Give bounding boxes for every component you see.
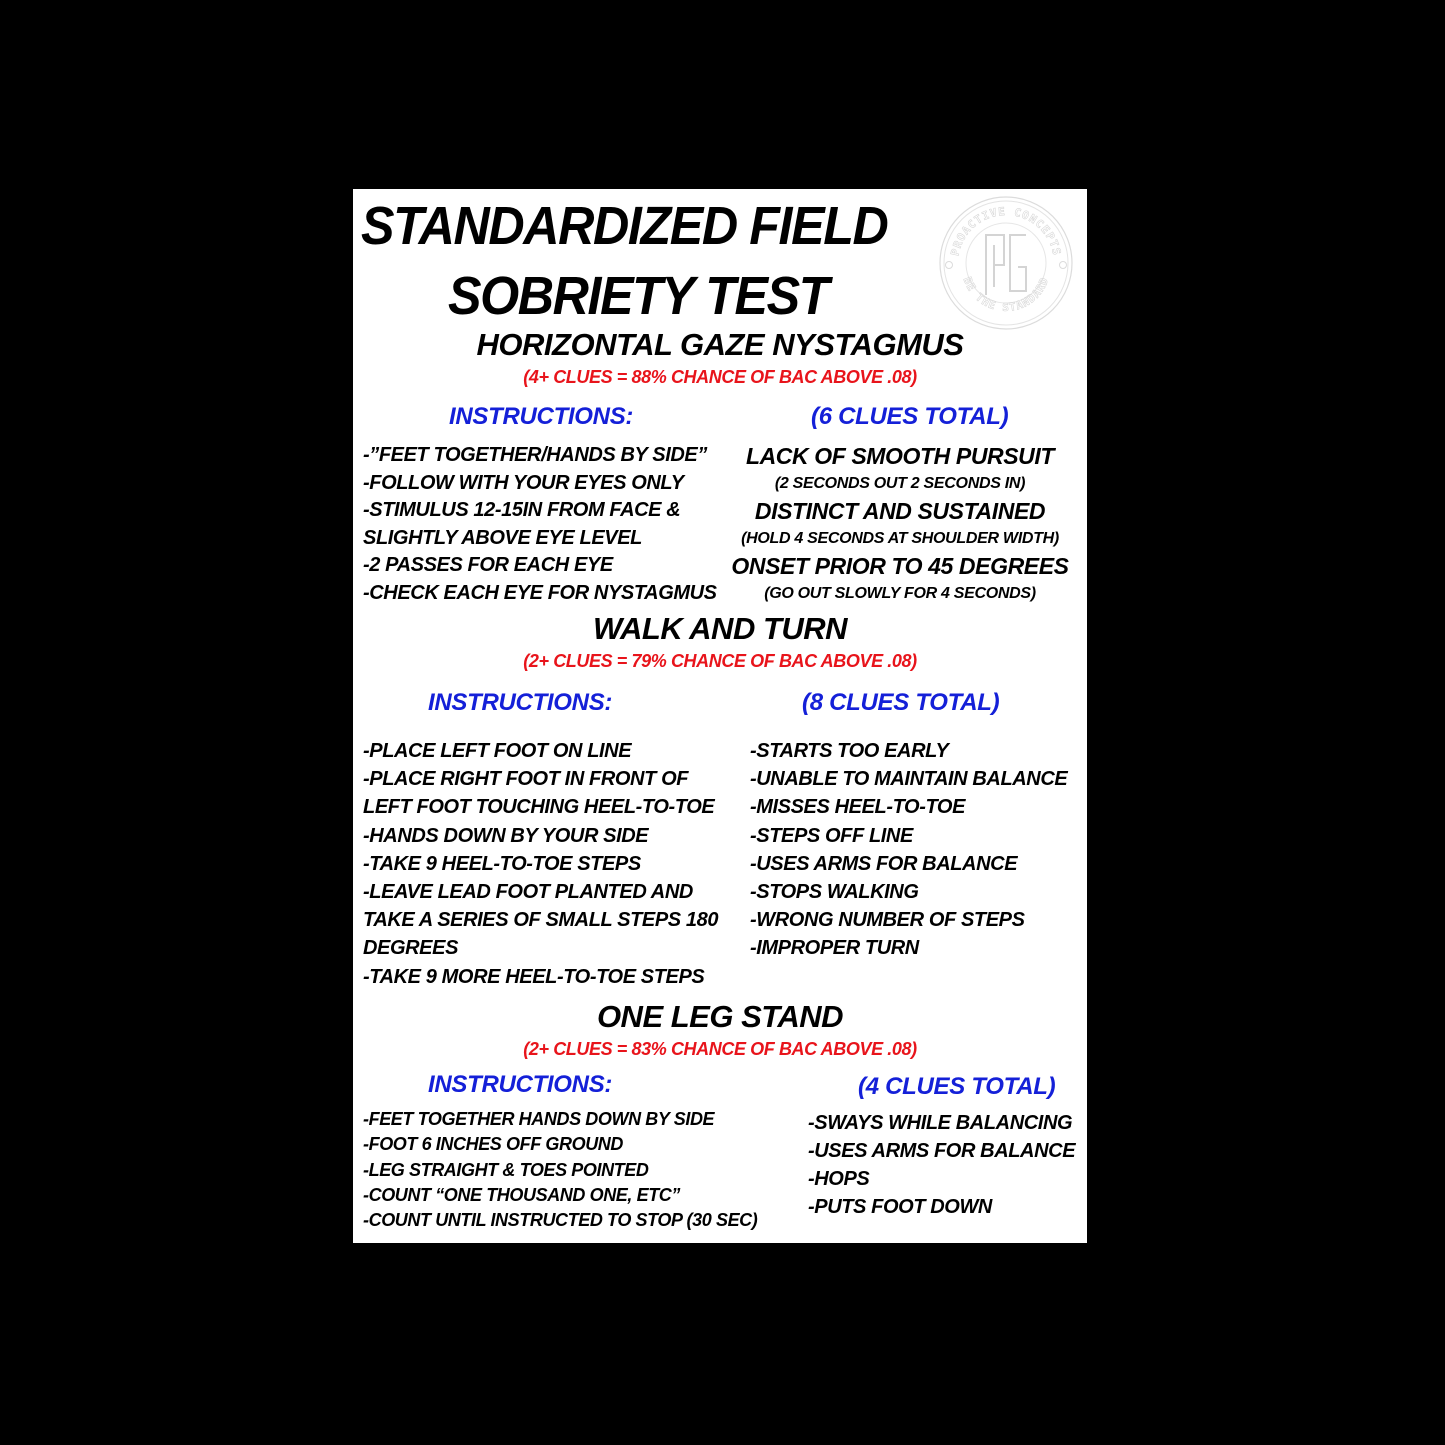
clue-main: DISTINCT AND SUSTAINED [754, 498, 1046, 524]
list-item: -FEET TOGETHER HANDS DOWN BY SIDE [363, 1109, 715, 1129]
clues-label-hgn: (6 CLUES TOTAL) [811, 403, 1009, 430]
list-item: -UNABLE TO MAINTAIN BALANCE [750, 768, 1068, 791]
clues-list-one-leg-stand [808, 1109, 1075, 1221]
list-item: -LEG STRAIGHT & TOES POINTED [363, 1159, 649, 1180]
instructions-label-walk-and-turn: INSTRUCTIONS: [428, 689, 613, 716]
instructions-list-one-leg-stand [363, 1107, 757, 1233]
list-item: -HANDS DOWN BY YOUR SIDE [363, 824, 649, 847]
list-item: -STEPS OFF LINE [750, 824, 913, 847]
list-item: -HOPS [808, 1168, 870, 1190]
list-item: DEGREES [363, 937, 459, 960]
section-title-walk-and-turn: WALK AND TURN [592, 611, 848, 646]
instructions-label-hgn: INSTRUCTIONS: [449, 403, 634, 430]
list-item: -FOOT 6 INCHES OFF GROUND [363, 1134, 624, 1155]
list-item: TAKE A SERIES OF SMALL STEPS 180 [363, 909, 719, 932]
section-title-hgn: HORIZONTAL GAZE NYSTAGMUS [476, 327, 964, 362]
list-item: -IMPROPER TURN [750, 937, 919, 960]
list-item: -PLACE RIGHT FOOT IN FRONT OF [363, 768, 689, 791]
instructions-list-walk-and-turn [363, 737, 718, 991]
list-item: -STARTS TOO EARLY [750, 740, 949, 762]
svg-text:PROACTIVE CONCEPTS: PROACTIVE CONCEPTS [948, 204, 1064, 258]
clue-sub: (GO OUT SLOWLY FOR 4 SECONDS) [764, 585, 1036, 602]
list-item: SLIGHTLY ABOVE EYE LEVEL [363, 526, 642, 549]
section-title-one-leg-stand: ONE LEG STAND [596, 999, 844, 1034]
clue-sub: (HOLD 4 SECONDS AT SHOULDER WIDTH) [741, 530, 1059, 547]
list-item: -WRONG NUMBER OF STEPS [750, 909, 1025, 932]
list-item: -STIMULUS 12-15IN FROM FACE & [363, 499, 681, 521]
seal-watermark-icon [938, 195, 1074, 331]
svg-text:BE THE STANDARD: BE THE STANDARD [960, 275, 1052, 314]
clue-sub: (2 SECONDS OUT 2 SECONDS IN) [774, 475, 1026, 492]
clues-label-one-leg-stand: (4 CLUES TOTAL) [858, 1073, 1056, 1100]
instructions-list-hgn [363, 442, 717, 607]
stat-one-leg-stand: (2+ CLUES = 83% CHANCE OF BAC ABOVE .08) [523, 1039, 917, 1059]
list-item: -”FEET TOGETHER/HANDS BY SIDE” [363, 444, 707, 466]
list-item: -STOPS WALKING [750, 881, 919, 904]
list-item: -LEAVE LEAD FOOT PLANTED AND [363, 881, 693, 904]
page-title-line-2: SOBRIETY TEST [448, 266, 828, 326]
list-item: -USES ARMS FOR BALANCE [750, 852, 1018, 875]
list-item: -TAKE 9 MORE HEEL-TO-TOE STEPS [363, 965, 705, 988]
list-item: -MISSES HEEL-TO-TOE [750, 796, 966, 819]
clues-list-walk-and-turn [750, 737, 1067, 963]
stat-walk-and-turn: (2+ CLUES = 79% CHANCE OF BAC ABOVE .08) [523, 651, 917, 671]
clue-main: LACK OF SMOOTH PURSUIT [745, 443, 1055, 469]
list-item: -COUNT UNTIL INSTRUCTED TO STOP (30 SEC) [363, 1210, 758, 1231]
list-item: -SWAYS WHILE BALANCING [808, 1112, 1073, 1134]
list-item: -PLACE LEFT FOOT ON LINE [363, 740, 632, 762]
list-item: -COUNT “ONE THOUSAND ONE, ETC” [363, 1184, 681, 1205]
clues-label-walk-and-turn: (8 CLUES TOTAL) [802, 689, 1000, 716]
list-item: -TAKE 9 HEEL-TO-TOE STEPS [363, 852, 641, 875]
list-item: -2 PASSES FOR EACH EYE [363, 554, 613, 576]
list-item: -FOLLOW WITH YOUR EYES ONLY [363, 471, 684, 494]
page-title-line-1: STANDARDIZED FIELD [361, 196, 888, 256]
list-item: LEFT FOOT TOUCHING HEEL-TO-TOE [363, 796, 715, 819]
list-item: -USES ARMS FOR BALANCE [808, 1140, 1076, 1162]
clues-list-hgn [715, 442, 1085, 607]
sfst-card [353, 189, 1087, 1243]
clue-main: ONSET PRIOR TO 45 DEGREES [731, 553, 1069, 579]
list-item: -CHECK EACH EYE FOR NYSTAGMUS [363, 581, 717, 604]
list-item: -PUTS FOOT DOWN [808, 1196, 992, 1218]
stat-hgn: (4+ CLUES = 88% CHANCE OF BAC ABOVE .08) [523, 367, 917, 387]
instructions-label-one-leg-stand: INSTRUCTIONS: [428, 1071, 613, 1098]
